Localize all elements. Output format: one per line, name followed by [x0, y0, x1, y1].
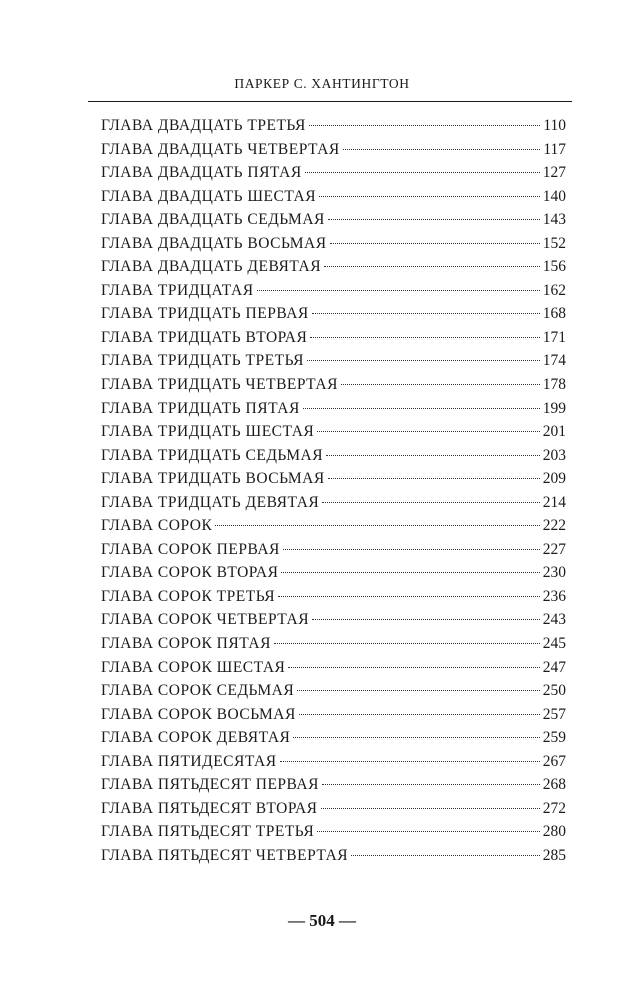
toc-entry-title: ГЛАВА ДВАДЦАТЬ ПЯТАЯ: [101, 164, 302, 182]
toc-entry: [101, 517, 566, 541]
toc-entry-title: ГЛАВА СОРОК ТРЕТЬЯ: [101, 587, 276, 605]
dot-leader: [278, 596, 540, 597]
toc-entry-page: 227: [542, 540, 566, 558]
toc-entry: [101, 282, 566, 306]
toc-entry-title: ГЛАВА ТРИДЦАТЬ ШЕСТАЯ: [101, 423, 315, 441]
toc-entry-title: ГЛАВА ТРИДЦАТЬ СЕДЬМАЯ: [101, 446, 324, 464]
toc-entry: [101, 141, 566, 165]
dot-leader: [319, 196, 540, 197]
toc-entry-page: 285: [542, 846, 566, 864]
dot-leader: [326, 455, 540, 456]
toc-entry-page: 245: [542, 635, 566, 653]
toc-entry-page: 110: [543, 117, 566, 134]
toc-entry-page: 178: [542, 376, 566, 394]
toc-entry-title: ГЛАВА СОРОК ПЯТАЯ: [101, 635, 271, 653]
dot-leader: [281, 572, 539, 573]
dot-leader: [297, 690, 540, 691]
toc-entry: [101, 706, 566, 730]
dot-leader: [215, 525, 539, 526]
toc-entry: [101, 423, 566, 447]
toc-entry-page: 250: [542, 682, 566, 700]
toc-entry-title: ГЛАВА ДВАДЦАТЬ ТРЕТЬЯ: [101, 117, 306, 134]
toc-entry-title: ГЛАВА ПЯТИДЕСЯТАЯ: [101, 752, 277, 770]
toc-entry-title: ГЛАВА СОРОК: [101, 517, 213, 535]
toc-entry: [101, 447, 566, 471]
toc-entry-title: ГЛАВА СОРОК ВТОРАЯ: [101, 564, 279, 582]
toc-entry: [101, 329, 566, 353]
toc-entry-page: 243: [542, 611, 566, 629]
toc-entry-title: ГЛАВА ДВАДЦАТЬ СЕДЬМАЯ: [101, 211, 325, 229]
dot-leader: [312, 313, 540, 314]
toc-entry-title: ГЛАВА ПЯТЬДЕСЯТ ПЕРВАЯ: [101, 776, 319, 794]
toc-entry-page: 268: [542, 776, 566, 794]
dot-leader: [257, 290, 540, 291]
toc-entry-page: 259: [542, 729, 566, 747]
toc-entry: [101, 400, 566, 424]
dot-leader: [321, 808, 540, 809]
toc-entry: [101, 211, 566, 235]
dot-leader: [305, 172, 540, 173]
dot-leader: [293, 737, 539, 738]
toc-entry-title: ГЛАВА СОРОК ШЕСТАЯ: [101, 658, 286, 676]
toc-entry-page: 174: [542, 352, 566, 370]
toc-entry-page: 209: [542, 470, 566, 488]
dot-leader: [280, 761, 540, 762]
toc-entry: [101, 305, 566, 329]
dot-leader: [328, 219, 540, 220]
dot-leader: [317, 831, 540, 832]
dot-leader: [322, 502, 540, 503]
toc-entry: [101, 753, 566, 777]
dot-leader: [324, 266, 540, 267]
toc-entry-page: 267: [542, 752, 566, 770]
page-number: — 504 —: [288, 911, 356, 930]
header-rule: [88, 101, 572, 102]
toc-entry: [101, 776, 566, 800]
toc-entry: [101, 564, 566, 588]
toc-entry-title: ГЛАВА ТРИДЦАТЬ ПЕРВАЯ: [101, 305, 309, 323]
toc-entry: [101, 494, 566, 518]
toc-entry-page: 171: [542, 328, 566, 346]
toc-entry-title: ГЛАВА СОРОК СЕДЬМАЯ: [101, 682, 295, 700]
running-head: ПАРКЕР С. ХАНТИНГТОН: [234, 76, 410, 91]
toc-entry-page: 140: [542, 187, 566, 205]
toc-entry-title: ГЛАВА СОРОК ПЕРВАЯ: [101, 540, 280, 558]
dot-leader: [312, 619, 540, 620]
toc-entry-page: 257: [542, 705, 566, 723]
toc-entry-title: ГЛАВА ТРИДЦАТЬ ПЯТАЯ: [101, 399, 300, 417]
dot-leader: [351, 855, 540, 856]
toc-entry: [101, 635, 566, 659]
toc-entry-page: 201: [542, 423, 566, 441]
dot-leader: [288, 667, 539, 668]
toc-entry-page: 156: [542, 258, 566, 276]
toc-entry-page: 280: [542, 823, 566, 841]
toc-entry-title: ГЛАВА СОРОК ЧЕТВЕРТАЯ: [101, 611, 310, 629]
toc-entry-page: 247: [542, 658, 566, 676]
dot-leader: [307, 360, 540, 361]
dot-leader: [317, 431, 540, 432]
toc-entry-page: 230: [542, 564, 566, 582]
toc-entry-title: ГЛАВА ТРИДЦАТЬ ТРЕТЬЯ: [101, 352, 304, 370]
toc-entry: [101, 659, 566, 683]
toc-entry-page: 152: [542, 234, 566, 252]
dot-leader: [343, 149, 541, 150]
dot-leader: [341, 384, 540, 385]
toc-entry-title: ГЛАВА ДВАДЦАТЬ ШЕСТАЯ: [101, 187, 317, 205]
toc-entry-page: 236: [542, 587, 566, 605]
dot-leader: [309, 125, 540, 126]
toc-entry: [101, 682, 566, 706]
toc-entry-page: 199: [542, 399, 566, 417]
toc-entry-title: ГЛАВА ПЯТЬДЕСЯТ ТРЕТЬЯ: [101, 823, 315, 841]
toc-entry: [101, 588, 566, 612]
toc-entry: [101, 188, 566, 212]
toc-entry: [101, 847, 566, 871]
toc-entry: [101, 800, 566, 824]
toc-entry: [101, 164, 566, 188]
toc-entry-page: 168: [542, 305, 566, 323]
dot-leader: [310, 337, 539, 338]
dot-leader: [330, 243, 540, 244]
toc-entry-title: ГЛАВА ДВАДЦАТЬ ВОСЬМАЯ: [101, 234, 327, 252]
toc-entry-title: ГЛАВА ПЯТЬДЕСЯТ ЧЕТВЕРТАЯ: [101, 846, 349, 864]
toc-entry: [101, 117, 566, 141]
dot-leader: [299, 714, 540, 715]
toc-entry: [101, 729, 566, 753]
dot-leader: [283, 549, 540, 550]
toc-entry-page: 272: [542, 799, 566, 817]
toc-entry-title: ГЛАВА ДВАДЦАТЬ ДЕВЯТАЯ: [101, 258, 322, 276]
table-of-contents: [101, 117, 566, 871]
toc-entry: [101, 235, 566, 259]
dot-leader: [303, 408, 540, 409]
toc-entry: [101, 376, 566, 400]
toc-entry-title: ГЛАВА СОРОК ДЕВЯТАЯ: [101, 729, 291, 747]
toc-entry: [101, 611, 566, 635]
dot-leader: [322, 784, 540, 785]
toc-entry-title: ГЛАВА ТРИДЦАТЬ ВОСЬМАЯ: [101, 470, 325, 488]
toc-entry-title: ГЛАВА СОРОК ВОСЬМАЯ: [101, 705, 296, 723]
dot-leader: [274, 643, 540, 644]
toc-entry-page: 143: [542, 211, 566, 229]
toc-entry-page: 162: [542, 281, 566, 299]
toc-entry-page: 214: [542, 493, 566, 511]
toc-entry-title: ГЛАВА ПЯТЬДЕСЯТ ВТОРАЯ: [101, 799, 318, 817]
toc-entry: [101, 823, 566, 847]
toc-entry: [101, 352, 566, 376]
toc-entry: [101, 470, 566, 494]
toc-entry: [101, 258, 566, 282]
toc-entry-page: 203: [542, 446, 566, 464]
toc-entry-title: ГЛАВА ТРИДЦАТАЯ: [101, 281, 254, 299]
toc-entry-title: ГЛАВА ДВАДЦАТЬ ЧЕТВЕРТАЯ: [101, 140, 340, 158]
toc-entry-title: ГЛАВА ТРИДЦАТЬ ЧЕТВЕРТАЯ: [101, 376, 338, 394]
toc-entry-title: ГЛАВА ТРИДЦАТЬ ВТОРАЯ: [101, 328, 308, 346]
toc-entry-title: ГЛАВА ТРИДЦАТЬ ДЕВЯТАЯ: [101, 493, 320, 511]
toc-entry-page: 222: [542, 517, 566, 535]
toc-entry: [101, 541, 566, 565]
dot-leader: [328, 478, 540, 479]
toc-entry-page: 117: [543, 140, 566, 158]
toc-entry-page: 127: [542, 164, 566, 182]
